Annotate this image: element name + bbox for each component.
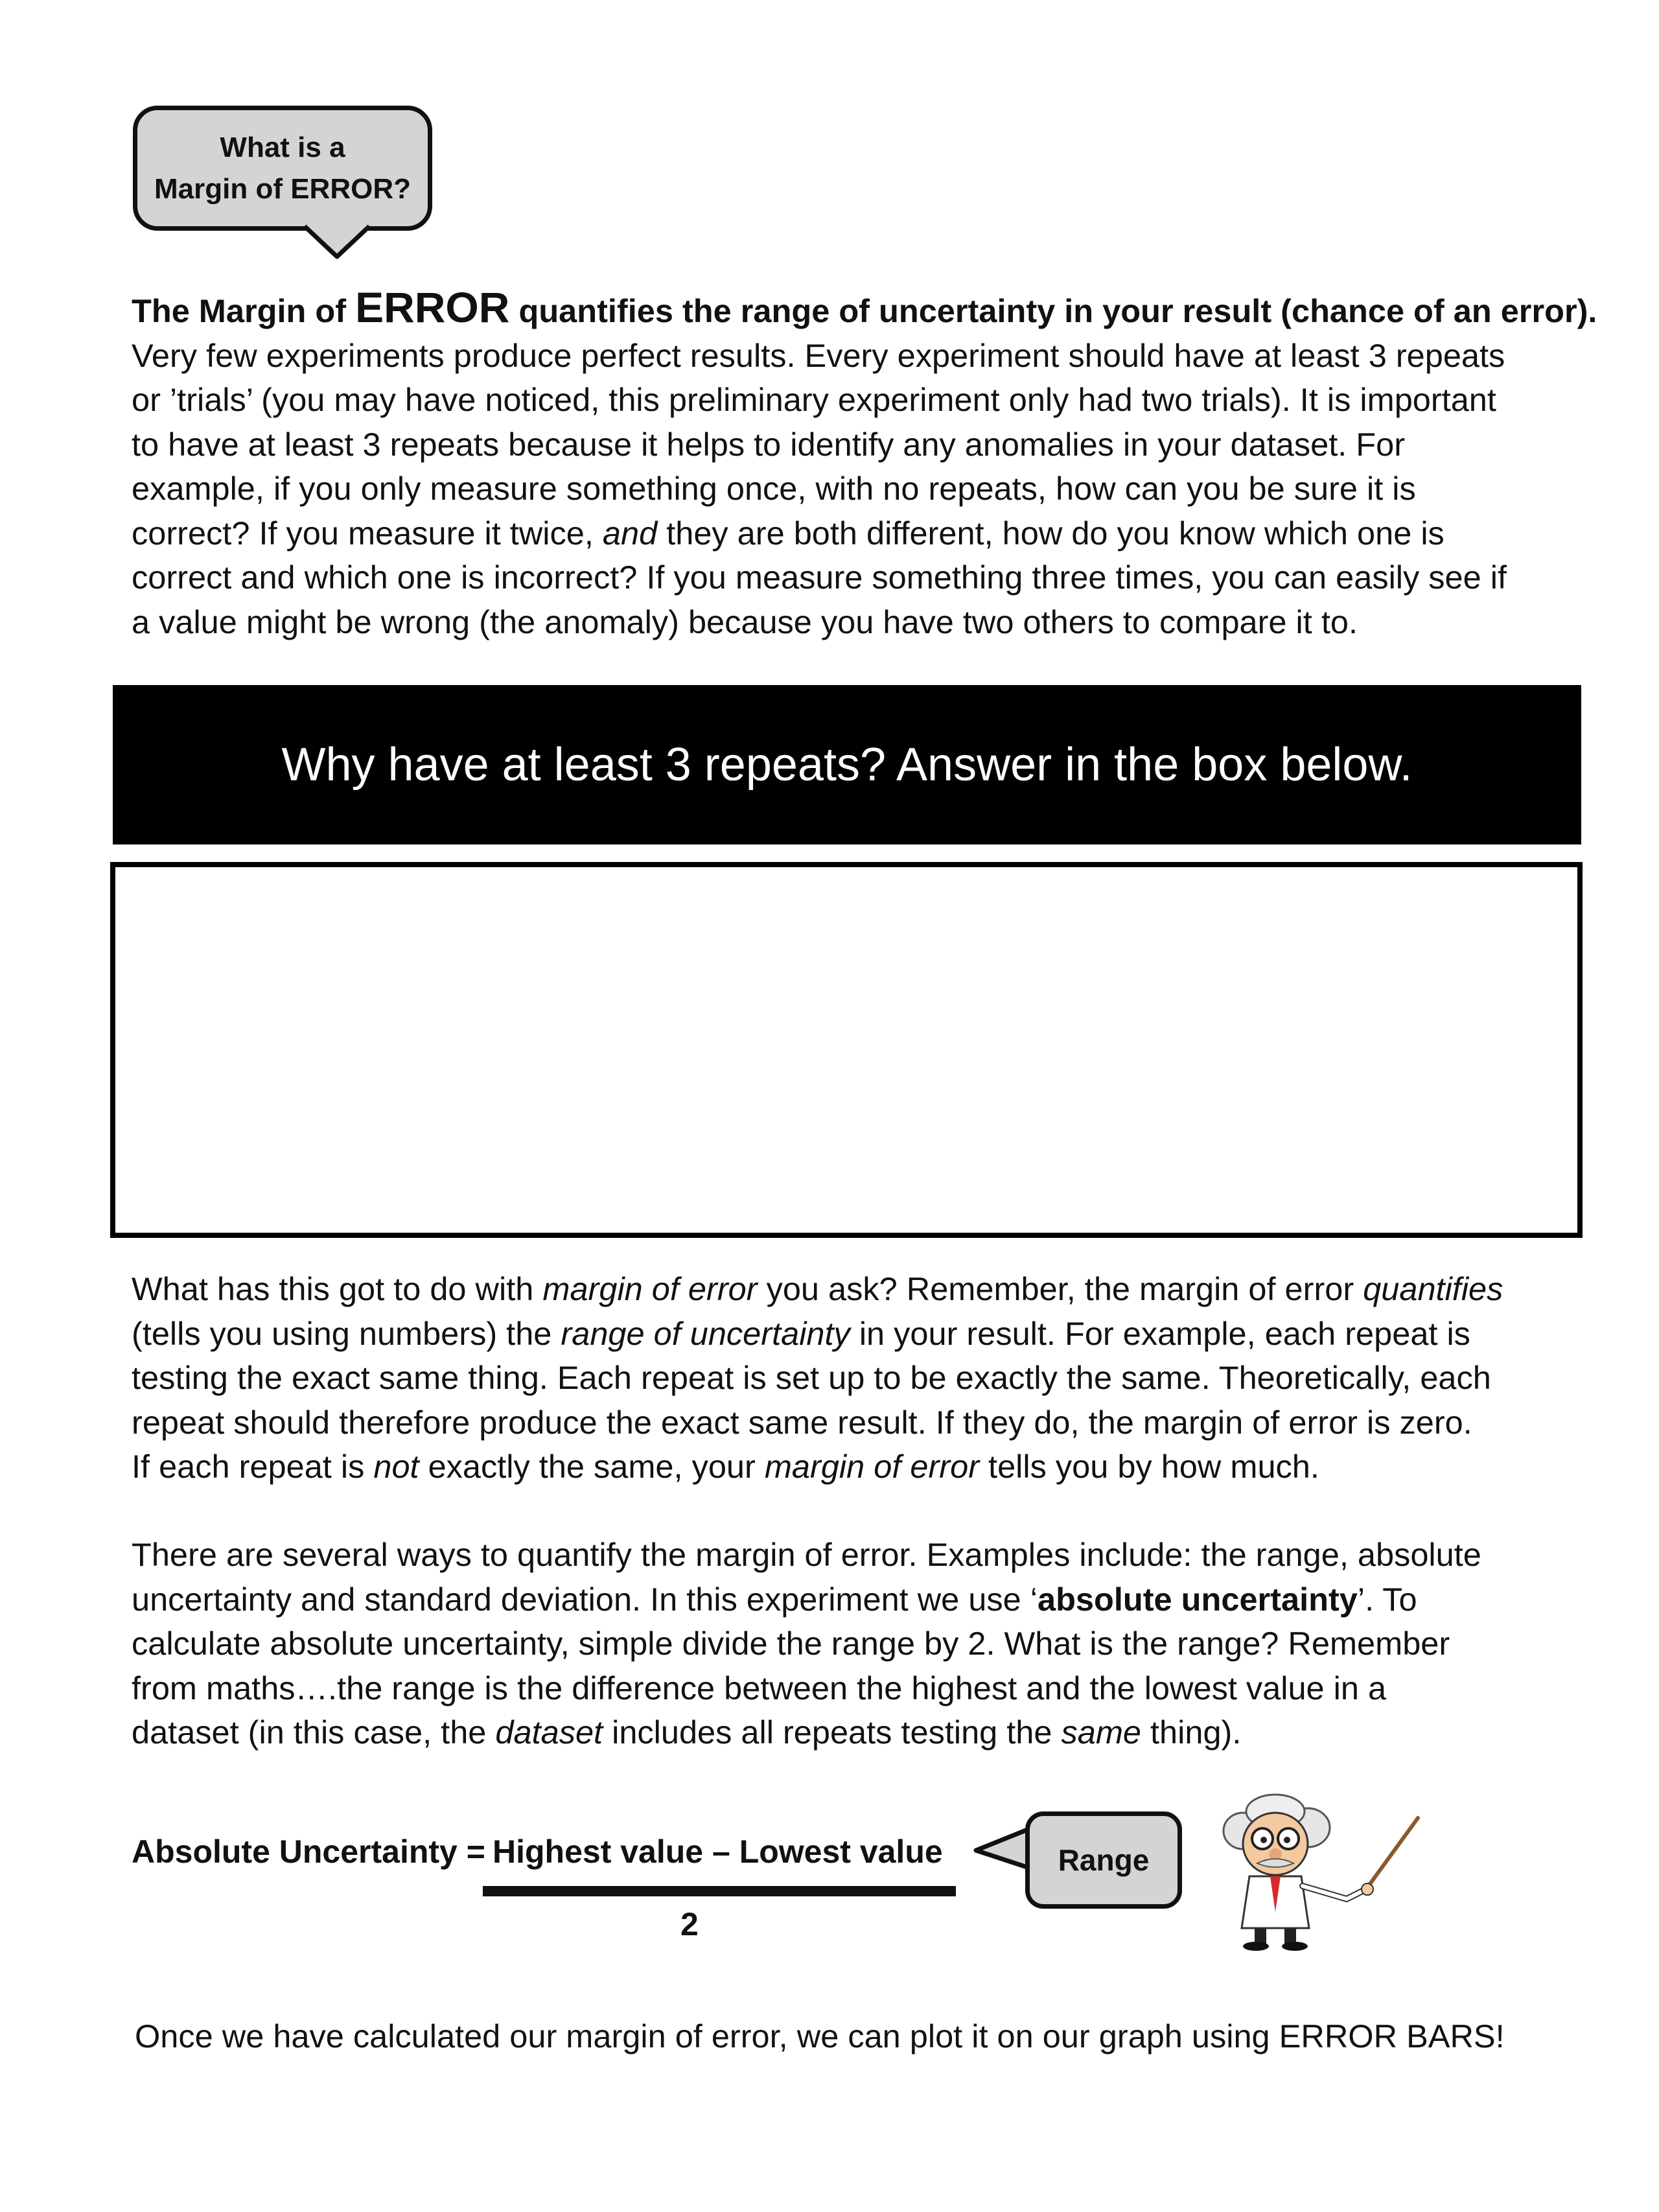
methods-line: There are several ways to quantify the margin of error. Examples include: the range, absolute	[132, 1536, 1481, 1573]
intro-lead-line	[132, 285, 1603, 334]
intro-line: example, if you only measure something once, with no repeats, how can you be sure it is	[132, 470, 1416, 507]
explain-line: testing the exact same thing. Each repeat is set up to be exactly the same. Theoretically, each	[132, 1359, 1491, 1396]
intro-paragraph	[132, 285, 1603, 644]
methods-line	[132, 1710, 1603, 1755]
bubble-line-1: What is a	[220, 131, 345, 163]
methods-paragraph	[132, 1533, 1603, 1755]
methods-text: thing).	[1141, 1714, 1242, 1751]
explain-line	[132, 1312, 1603, 1356]
methods-text: includes all repeats testing the	[603, 1714, 1062, 1751]
intro-text: they are both different, how do you know which one is	[657, 514, 1444, 552]
explain-emphasis: range of uncertainty	[561, 1314, 850, 1352]
explain-text: in your result. For example, each repeat is	[850, 1314, 1470, 1352]
intro-line	[132, 511, 1603, 556]
methods-text: uncertainty and standard deviation. In this experiment we use ‘	[132, 1580, 1038, 1618]
explain-text: you ask? Remember, the margin of error	[757, 1270, 1363, 1307]
methods-line	[132, 1578, 1603, 1622]
bubble-line-2: Margin of ERROR?	[154, 172, 411, 205]
explain-line: repeat should therefore produce the exact same result. If they do, the margin of error is zero.	[132, 1403, 1472, 1441]
explain-emphasis: quantifies	[1363, 1270, 1503, 1307]
speech-tail-icon	[305, 224, 382, 263]
closing-line: Once we have calculated our margin of error, we can plot it on our graph using ERROR BARS!	[135, 2018, 1505, 2055]
range-speech-bubble	[1025, 1811, 1182, 1909]
explain-line	[132, 1445, 1603, 1489]
range-label: Range	[1058, 1843, 1150, 1877]
title-speech-bubble	[133, 106, 432, 231]
methods-emphasis: same	[1061, 1714, 1141, 1751]
formula-denominator: 2	[680, 1906, 699, 1942]
explain-text: What has this got to do with	[132, 1270, 543, 1307]
methods-text: dataset (in this case, the	[132, 1714, 496, 1751]
intro-line: a value might be wrong (the anomaly) because you have two others to compare it to.	[132, 603, 1358, 640]
explain-text: tells you by how much.	[979, 1448, 1319, 1485]
methods-line: from maths….the range is the difference between the highest and the lowest value in a	[132, 1669, 1387, 1706]
lead-error-word: ERROR	[355, 283, 510, 331]
methods-bold: absolute uncertainty	[1037, 1580, 1358, 1618]
explain-emphasis: not	[373, 1448, 419, 1485]
intro-line: or ’trials’ (you may have noticed, this preliminary experiment only had two trials). It is important	[132, 381, 1496, 418]
intro-line: to have at least 3 repeats because it helps to identify any anomalies in your dataset. For	[132, 425, 1406, 463]
question-text: Why have at least 3 repeats? Answer in the box below.	[281, 739, 1413, 791]
methods-text: ’. To	[1357, 1580, 1417, 1618]
explain-text: If each repeat is	[132, 1448, 374, 1485]
formula-numerator: Highest value – Lowest value	[493, 1834, 943, 1870]
methods-emphasis: dataset	[495, 1714, 603, 1751]
intro-emphasis: and	[602, 514, 658, 552]
lead-prefix: The Margin of	[132, 292, 356, 329]
answer-box[interactable]	[110, 862, 1583, 1238]
explain-line	[132, 1267, 1603, 1312]
methods-line: calculate absolute uncertainty, simple divide the range by 2. What is the range? Remember	[132, 1625, 1450, 1662]
explain-emphasis: margin of error	[542, 1270, 758, 1307]
formula-label: Absolute Uncertainty =	[132, 1834, 485, 1870]
explain-emphasis: margin of error	[764, 1448, 980, 1485]
explanation-paragraph	[132, 1267, 1603, 1489]
intro-line: Very few experiments produce perfect results. Every experiment should have at least 3 repeats	[132, 336, 1505, 374]
lead-suffix: quantifies the range of uncertainty in your result (chance of an error).	[509, 292, 1597, 329]
explain-text: exactly the same, your	[419, 1448, 765, 1485]
intro-text: correct? If you measure it twice,	[132, 514, 603, 552]
question-banner	[113, 685, 1581, 844]
explain-text: (tells you using numbers) the	[132, 1314, 561, 1352]
scientist-cartoon-icon	[1217, 1792, 1431, 1954]
intro-line: correct and which one is incorrect? If you measure something three times, you can easily see if	[132, 559, 1507, 596]
fraction-bar	[483, 1886, 956, 1896]
